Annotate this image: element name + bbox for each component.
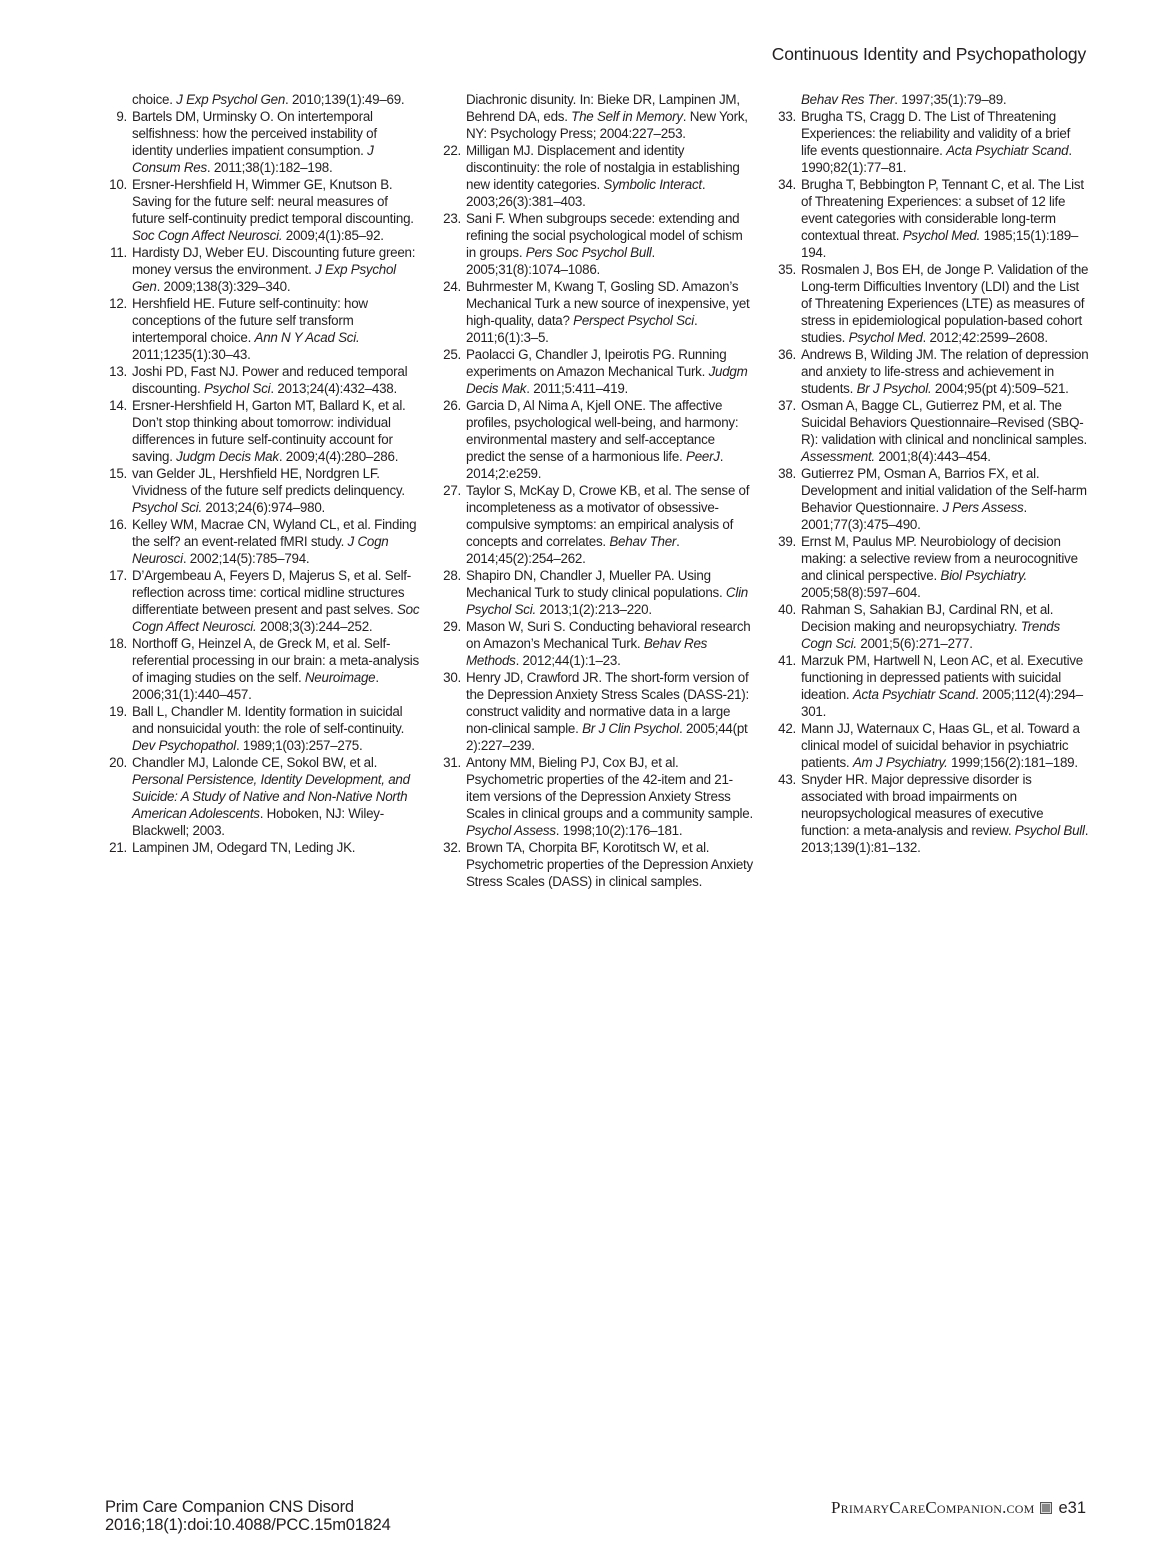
reference-number: 42. <box>778 721 796 736</box>
reference-item <box>773 652 1089 720</box>
reference-text: van Gelder JL, Hershfield HE, Nordgren LF. Vividness of the future self predicts delinquency. <box>132 466 405 498</box>
journal-title: Behav Ther <box>609 534 677 549</box>
reference-item <box>104 567 420 635</box>
reference-text: Bartels DM, Urminsky O. On intertemporal selfishness: how the perceived instability of identity underlies impatient consumption. <box>132 109 377 158</box>
reference-number: 18. <box>109 636 127 651</box>
reference-text: Henry JD, Crawford JR. The short-form version of the Depression Anxiety Stress Scales (DASS-21): construct validity and normative data in a large non-clinical sample. <box>466 670 749 736</box>
journal-title: Judgm Decis Mak <box>466 364 748 396</box>
reference-details: . 2013;24(4):432–438. <box>270 381 397 396</box>
reference-details: . 2014;45(2):254–262. <box>466 534 680 566</box>
reference-item <box>104 465 420 516</box>
reference-text: Snyder HR. Major depressive disorder is associated with broad impairments on neuropsychological measures of executive function: a meta-analysis and review. <box>801 772 1044 838</box>
reference-number: 22. <box>443 143 461 158</box>
journal-title: Acta Psychiatr Scand <box>852 687 976 702</box>
reference-number: 14. <box>109 398 127 413</box>
reference-text: Brugha T, Bebbington P, Tennant C, et al. The List of Threatening Experiences: a subset of 12 life event categories with considerable long-term contextual threat. <box>801 177 1084 243</box>
reference-item <box>438 669 754 754</box>
reference-number: 15. <box>109 466 127 481</box>
reference-details: 2001;8(4):443–454. <box>874 449 991 464</box>
reference-text: Mann JJ, Waternaux C, Haas GL, et al. Toward a clinical model of suicidal behavior in psychiatric patients. <box>801 721 1080 770</box>
journal-title: J Exp Psychol Gen <box>176 92 286 107</box>
reference-details: 2001;5(6):271–277. <box>856 636 973 651</box>
reference-text: Antony MM, Bieling PJ, Cox BJ, et al. Psychometric properties of the 42-item and 21- item versions of the Depression Anxiety Stress Scales in clinical groups and a community sample. <box>466 755 753 821</box>
reference-text: Paolacci G, Chandler J, Ipeirotis PG. Running experiments on Amazon Mechanical Turk. <box>466 347 727 379</box>
reference-item <box>773 261 1089 346</box>
reference-number: 19. <box>109 704 127 719</box>
reference-item <box>104 295 420 363</box>
reference-item <box>773 176 1089 261</box>
reference-number: 35. <box>778 262 796 277</box>
reference-item <box>104 363 420 397</box>
journal-title: Psychol Sci <box>203 381 271 396</box>
reference-text: Mason W, Suri S. Conducting behavioral research on Amazon’s Mechanical Turk. <box>466 619 751 651</box>
reference-item <box>438 839 754 890</box>
journal-title: Psychol Med <box>848 330 923 345</box>
reference-text: Osman A, Bagge CL, Gutierrez PM, et al. The Suicidal Behaviors Questionnaire–Revised (SBQ-R): validation with clinical and nonclinical samples. <box>801 398 1087 447</box>
journal-title: Soc Cogn Affect Neurosci. <box>132 228 283 243</box>
journal-title: Behav Res Methods <box>466 636 708 668</box>
reference-details: . 1989;1(03):257–275. <box>235 738 363 753</box>
reference-details: 2013;1(2):213–220. <box>535 602 652 617</box>
journal-title: Psychol Med. <box>902 228 981 243</box>
reference-details: 1985;15(1):189–194. <box>801 228 1079 260</box>
journal-title: Clin Psychol Sci. <box>466 585 748 617</box>
journal-title: Personal Persistence, Identity Development, and Suicide: A Study of Native and Non-Native North American Adolescents <box>132 772 410 821</box>
reference-details: 2011;1235(1):30–43. <box>132 347 251 362</box>
reference-number: 31. <box>443 755 461 770</box>
page-number: e31 <box>1058 1498 1086 1517</box>
reference-item <box>773 720 1089 771</box>
reference-details: . 2003;26(3):381–403. <box>466 177 706 209</box>
reference-text: Rahman S, Sahakian BJ, Cardinal RN, et al. Decision making and neuropsychiatry. <box>801 602 1054 634</box>
reference-item <box>438 142 754 210</box>
reference-number: 43. <box>778 772 796 787</box>
journal-title: PeerJ <box>686 449 720 464</box>
journal-title: Dev Psychopathol <box>132 738 236 753</box>
reference-number: 24. <box>443 279 461 294</box>
reference-details: . 1997;35(1):79–89. <box>894 92 1007 107</box>
reference-number: 36. <box>778 347 796 362</box>
reference-number: 11. <box>110 245 127 260</box>
square-bullet-icon <box>1040 1502 1052 1514</box>
journal-doi: 2016;18(1):doi:10.4088/PCC.15m01824 <box>105 1516 391 1534</box>
reference-item <box>104 839 420 856</box>
reference-text: Diachronic disunity. In: Bieke DR, Lampinen JM, Behrend DA, eds. <box>466 92 740 124</box>
reference-text: Buhrmester M, Kwang T, Gosling SD. Amazon’s Mechanical Turk a new source of inexpensive, yet high-quality, data? <box>466 279 750 328</box>
journal-title: Acta Psychiatr Scand <box>946 143 1069 158</box>
reference-text: Andrews B, Wilding JM. The relation of depression and anxiety to life-stress and achievement in students. <box>801 347 1089 396</box>
reference-details: . 2006;31(1):440–457. <box>132 670 379 702</box>
journal-title: Br J Clin Psychol <box>582 721 680 736</box>
page-footer <box>831 1498 1086 1518</box>
reference-item <box>104 703 420 754</box>
reference-number: 37. <box>778 398 796 413</box>
reference-number: 27. <box>443 483 461 498</box>
reference-text: Chandler MJ, Lalonde CE, Sokol BW, et al. <box>132 755 378 770</box>
reference-number: 30. <box>443 670 461 685</box>
reference-item <box>104 397 420 465</box>
reference-details: . 2005;44(pt 2):227–239. <box>466 721 748 753</box>
reference-number: 10. <box>109 177 127 192</box>
reference-text: Lampinen JM, Odegard TN, Leding JK. <box>132 840 356 855</box>
reference-number: 13. <box>109 364 127 379</box>
reference-details: . 2002;14(5):785–794. <box>182 551 310 566</box>
reference-number: 39. <box>778 534 796 549</box>
journal-title: Assessment. <box>801 449 875 464</box>
reference-text: Hardisty DJ, Weber EU. Discounting future green: money versus the environment. <box>132 245 416 277</box>
reference-text: Marzuk PM, Hartwell N, Leon AC, et al. Executive functioning in depressed patients with suicidal ideation. <box>801 653 1083 702</box>
reference-item <box>438 210 754 278</box>
reference-text: Gutierrez PM, Osman A, Barrios FX, et al. Development and initial validation of the Self-harm Behavior Questionnaire. <box>801 466 1087 515</box>
journal-title: J Consum Res <box>132 143 374 175</box>
journal-title: Br J Psychol. <box>856 381 932 396</box>
reference-text: D’Argembeau A, Feyers D, Majerus S, et al. Self-reflection across time: cortical midline structures differentiate between present and past selves. <box>132 568 411 617</box>
journal-title: Symbolic Interact <box>603 177 702 192</box>
reference-text: Ball L, Chandler M. Identity formation in suicidal and nonsuicidal youth: the role of self-continuity. <box>132 704 405 736</box>
reference-text: Brugha TS, Cragg D. The List of Threatening Experiences: the reliability and validity of a brief life events questionnaire. <box>801 109 1071 158</box>
reference-details: . 2011;5:411–419. <box>526 381 628 396</box>
reference-number: 20. <box>109 755 127 770</box>
reference-details: 2009;4(1):85–92. <box>282 228 384 243</box>
reference-number: 34. <box>778 177 796 192</box>
reference-details: 2013;24(6):974–980. <box>201 500 325 515</box>
reference-number: 9. <box>116 109 127 124</box>
reference-details: . Hoboken, NJ: Wiley-Blackwell; 2003. <box>132 806 384 838</box>
reference-text: Brown TA, Chorpita BF, Korotitsch W, et al. Psychometric properties of the Depression Anxiety Stress Scales (DASS) in clinical samples. <box>466 840 753 889</box>
reference-text: Ersner-Hershfield H, Wimmer GE, Knutson B. Saving for the future self: neural measures of future self-continuity predict temporal discounting. <box>132 177 414 226</box>
reference-item <box>773 771 1089 856</box>
reference-text: Milligan MJ. Displacement and identity discontinuity: the role of nostalgia in establishing new identity categories. <box>466 143 740 192</box>
journal-title: Behav Res Ther <box>801 92 895 107</box>
reference-details: 2008;3(3):244–252. <box>256 619 373 634</box>
journal-title: Psychol Assess <box>466 823 556 838</box>
journal-title: Judgm Decis Mak <box>176 449 279 464</box>
reference-details: . 2011;6(1):3–5. <box>466 313 698 345</box>
reference-number: 12. <box>109 296 127 311</box>
reference-details: 2004;95(pt 4):509–521. <box>931 381 1069 396</box>
journal-title: Neuroimage <box>304 670 376 685</box>
reference-item <box>438 91 754 142</box>
reference-item <box>773 108 1089 176</box>
reference-text: Rosmalen J, Bos EH, de Jonge P. Validation of the Long-term Difficulties Inventory (LDI) and the List of Threatening Experiences (LTE) as measures of stress in epidemiological population-based cohort studies. <box>801 262 1089 345</box>
reference-details: . 2009;4(4):280–286. <box>278 449 399 464</box>
journal-title: Psychol Sci. <box>132 500 202 515</box>
reference-details: . 2014;2:e259. <box>466 449 724 481</box>
reference-number: 38. <box>778 466 796 481</box>
reference-details: . 1998;10(2):176–181. <box>555 823 683 838</box>
reference-details: 1999;156(2):181–189. <box>947 755 1078 770</box>
reference-item <box>104 244 420 295</box>
reference-text: Kelley WM, Macrae CN, Wyland CL, et al. Finding the self? an event-related fMRI study. <box>132 517 417 549</box>
journal-title: Pers Soc Psychol Bull <box>525 245 652 260</box>
reference-item <box>104 108 420 176</box>
reference-number: 26. <box>443 398 461 413</box>
reference-item <box>104 176 420 244</box>
reference-number: 32. <box>443 840 461 855</box>
reference-item <box>438 567 754 618</box>
journal-title: J Exp Psychol Gen <box>132 262 396 294</box>
reference-item <box>773 465 1089 533</box>
reference-item <box>104 635 420 703</box>
journal-title: Psychol Bull <box>1014 823 1085 838</box>
journal-title: Trends Cogn Sci. <box>801 619 1060 651</box>
reference-text: Sani F. When subgroups secede: extending and refining the social psychological model of schism in groups. <box>466 211 743 260</box>
reference-details: . 2005;31(8):1074–1086. <box>466 245 655 277</box>
reference-number: 40. <box>778 602 796 617</box>
journal-title: Biol Psychiatry. <box>940 568 1027 583</box>
reference-item <box>438 397 754 482</box>
reference-item <box>773 601 1089 652</box>
reference-details: . 2005;112(4):294–301. <box>801 687 1083 719</box>
reference-details: . 2010;139(1):49–69. <box>285 92 405 107</box>
reference-text: Taylor S, McKay D, Crowe KB, et al. The sense of incompleteness as a motivator of obsessive-compulsive symptoms: an empirical analysis of concepts and correlates. <box>466 483 750 549</box>
reference-text: Ersner-Hershfield H, Garton MT, Ballard K, et al. Don’t stop thinking about tomorrow: individual differences in future self-continuity account for saving. <box>132 398 406 464</box>
reference-details: . 2009;138(3):329–340. <box>156 279 291 294</box>
reference-number: 17. <box>109 568 127 583</box>
journal-title: Ann N Y Acad Sci. <box>254 330 360 345</box>
journal-name: Prim Care Companion CNS Disord <box>105 1498 354 1516</box>
reference-details: . 2012;44(1):1–23. <box>515 653 621 668</box>
reference-number: 25. <box>443 347 461 362</box>
reference-number: 28. <box>443 568 461 583</box>
reference-item <box>438 754 754 839</box>
reference-number: 29. <box>443 619 461 634</box>
reference-number: 21. <box>109 840 127 855</box>
reference-item <box>104 91 420 108</box>
reference-details: . 2012;42:2599–2608. <box>922 330 1048 345</box>
reference-column-2 <box>438 91 754 890</box>
reference-item <box>773 397 1089 465</box>
journal-title: Am J Psychiatry. <box>852 755 948 770</box>
journal-citation <box>105 1498 391 1534</box>
reference-details: . New York, NY: Psychology Press; 2004:227–253. <box>466 109 748 141</box>
journal-title: J Cogn Neurosci <box>132 534 389 566</box>
reference-column-3 <box>773 91 1089 856</box>
reference-item <box>438 278 754 346</box>
running-title: Continuous Identity and Psychopathology <box>771 44 1086 64</box>
reference-text: Ernst M, Paulus MP. Neurobiology of decision making: a selective review from a neurocognitive and clinical perspective. <box>801 534 1078 583</box>
reference-item <box>773 346 1089 397</box>
reference-item <box>773 533 1089 601</box>
reference-text: Hershfield HE. Future self-continuity: how conceptions of the future self transform intertemporal choice. <box>132 296 368 345</box>
reference-text: Joshi PD, Fast NJ. Power and reduced temporal discounting. <box>132 364 408 396</box>
journal-title: J Pers Assess <box>942 500 1024 515</box>
reference-number: 41. <box>778 653 796 668</box>
reference-column-1 <box>104 91 420 856</box>
reference-text: choice. <box>132 92 177 107</box>
reference-details: . 2011;38(1):182–198. <box>206 160 333 175</box>
reference-details: . 1990;82(1):77–81. <box>801 143 1072 175</box>
reference-item <box>438 346 754 397</box>
reference-item <box>438 482 754 567</box>
reference-details: . 2001;77(3):475–490. <box>801 500 1027 532</box>
journal-title: Soc Cogn Affect Neurosci. <box>132 602 420 634</box>
reference-text: Garcia D, Al Nima A, Kjell ONE. The affective profiles, psychological well-being, and harmony: environmental mastery and self-acceptance predict the sense of a harmonious life. <box>466 398 739 464</box>
reference-details: 2005;58(8):597–604. <box>801 585 921 600</box>
reference-text: Northoff G, Heinzel A, de Greck M, et al. Self-referential processing in our brain: a meta-analysis of imaging studies on the self. <box>132 636 419 685</box>
reference-item <box>104 516 420 567</box>
reference-details: . 2013;139(1):81–132. <box>801 823 1089 855</box>
site-link[interactable]: PrimaryCareCompanion.com <box>831 1498 1035 1517</box>
reference-item <box>773 91 1089 108</box>
reference-text: Shapiro DN, Chandler J, Mueller PA. Using Mechanical Turk to study clinical populations. <box>466 568 726 600</box>
reference-number: 33. <box>778 109 796 124</box>
journal-title: Perspect Psychol Sci <box>573 313 694 328</box>
reference-number: 16. <box>109 517 127 532</box>
reference-item <box>438 618 754 669</box>
journal-title: The Self in Memory <box>571 109 683 124</box>
reference-number: 23. <box>443 211 461 226</box>
reference-item <box>104 754 420 839</box>
